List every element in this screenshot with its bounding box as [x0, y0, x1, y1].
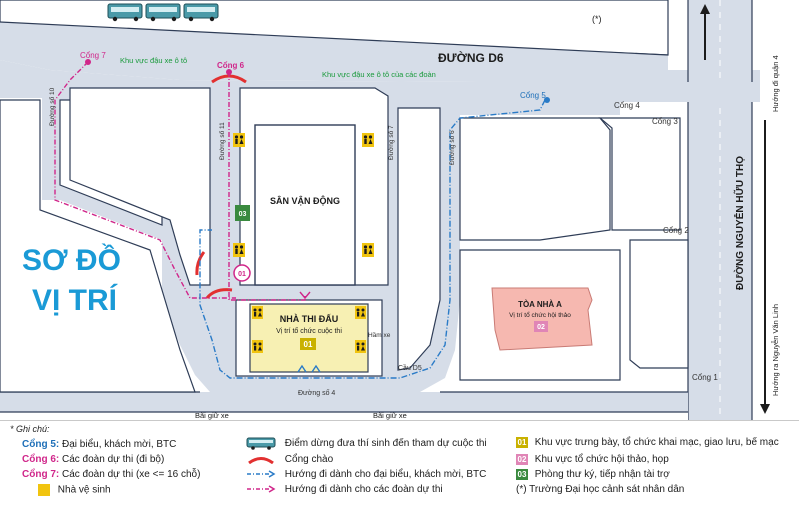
gate-1-label: Cổng 1 [692, 373, 718, 382]
legend-k02-badge: 02 [517, 455, 527, 464]
toilet-icon [362, 133, 374, 147]
bai-giu-xe-1-label: Bãi giữ xe [195, 411, 229, 420]
legend-police [516, 484, 684, 495]
huong-quan-4-label: Hướng đi quận 4 [771, 55, 780, 112]
legend-k01-text: Khu vực trưng bày, tổ chức khai mạc, giao lưu, bế mạc [534, 437, 779, 449]
legend-gate-5-key: Cổng 5: [22, 439, 60, 450]
bottom-strip [0, 412, 688, 420]
legend-blue-route-text: Hướng đi dành cho đại biểu, khách mời, BTC [284, 469, 487, 480]
legend-bus-text: Điểm dừng đưa thí sinh đến tham dự cuộc thi [284, 438, 487, 450]
block-east-strip [398, 108, 440, 370]
road-so-7-label: Đường số 7 [388, 125, 395, 160]
road-d6-label: ĐƯỜNG D6 [438, 51, 504, 65]
legend-arch-text: Cổng chào [284, 454, 334, 465]
toilet-icon [252, 340, 263, 353]
block-northeast-2 [600, 118, 680, 230]
ham-xe-label: Hầm xe [368, 332, 391, 339]
block-northeast [460, 118, 610, 240]
arch-icon [246, 454, 276, 464]
toilet-icon [355, 306, 366, 319]
legend-gate-6 [22, 454, 164, 465]
toilet-icon [362, 243, 374, 257]
gate-6-label: Cổng 6 [217, 61, 245, 70]
legend-toilet-text: Nhà vệ sinh [57, 484, 111, 496]
road-so-4-label: Đường số 4 [298, 390, 336, 397]
legend-bus [246, 437, 487, 450]
toa-nha-a-badge-num: 02 [537, 324, 545, 331]
legend-gate-5 [22, 439, 176, 450]
legend-k02 [516, 454, 669, 465]
legend-blue-route [246, 469, 486, 480]
road-so-10-label: Đường số 10 [49, 87, 56, 126]
map-title-line-1: SƠ ĐỒ [22, 244, 121, 277]
legend-toilet [38, 484, 111, 496]
toa-nha-a-subtitle: Vị trí tổ chức hội thảo [509, 312, 571, 319]
legend-gate-6-key: Cổng 6: [22, 454, 60, 465]
parking-oto-label: Khu vực đậu xe ô tô [120, 56, 188, 65]
stadium-label: SÂN VẬN ĐỘNG [269, 196, 341, 206]
legend-k03-text: Phòng thư ký, tiếp nhận tài trợ [534, 469, 670, 481]
legend-gate-7 [22, 469, 200, 480]
legend-gate-5-text: Đại biểu, khách mời, BTC [62, 439, 177, 450]
toilet-icon [38, 484, 50, 496]
blue-route-swatch [246, 470, 276, 478]
road-so-4 [0, 392, 688, 412]
pin-01-num: 01 [238, 271, 246, 278]
parking-oto-doan-label: Khu vực đậu xe ô tô của các đoàn [322, 70, 436, 79]
map-legend [0, 420, 799, 510]
cau-d5-label: Cầu D5 [398, 365, 422, 372]
legend-gate-7-key: Cổng 7: [22, 469, 60, 480]
gate-5-label: Cổng 5 [520, 91, 546, 100]
legend-gate-7-text: Các đoàn dự thi (xe <= 16 chỗ) [62, 469, 201, 480]
road-nht-label: ĐƯỜNG NGUYỄN HỮU THỌ [735, 155, 746, 290]
legend-k03-badge: 03 [517, 470, 527, 479]
road-so-6-label: Đường số 6 [449, 130, 456, 165]
legend-k01 [516, 437, 779, 448]
legend-k02-text: Khu vực tổ chức hội thảo, họp [534, 454, 669, 466]
arena-title: NHÀ THI ĐẤU [279, 314, 339, 324]
gate-2-label: Cổng 2 [663, 226, 689, 235]
toilet-icon [233, 133, 245, 147]
map-title-line-2: VỊ TRÍ [32, 284, 118, 317]
pink-route-swatch [246, 485, 276, 493]
road-so-11-label: Đường số 11 [219, 122, 226, 160]
police-asterisk: (*) [592, 14, 602, 24]
legend-title: * Ghi chú: [10, 424, 50, 434]
arena-subtitle: Vị trí tổ chức cuộc thi [276, 328, 342, 335]
huong-nvl-label: Hướng ra Nguyễn Văn Linh [771, 303, 780, 396]
legend-pink-route-text: Hướng đi dành cho các đoàn dự thi [284, 484, 443, 495]
toa-nha-a-title: TÒA NHÀ A [518, 300, 562, 309]
block-east [630, 240, 688, 368]
legend-k01-badge: 01 [517, 438, 527, 447]
bai-giu-xe-2-label: Bãi giữ xe [373, 411, 407, 420]
gate-7-label: Cổng 7 [80, 51, 106, 60]
legend-k03 [516, 469, 670, 480]
bus-icon [246, 437, 276, 450]
toa-nha-a-building [492, 288, 592, 350]
legend-gate-6-text: Các đoàn dự thi (đi bộ) [62, 454, 165, 465]
legend-arch [246, 454, 333, 465]
toilet-icon [233, 243, 245, 257]
legend-police-text: (*) Trường Đại học cảnh sát nhân dân [516, 484, 685, 495]
badge-03-num: 03 [238, 211, 247, 218]
legend-pink-route [246, 484, 443, 495]
gate-4-label: Cổng 4 [614, 101, 640, 110]
gate-3-label: Cổng 3 [652, 117, 678, 126]
toilet-icon [252, 306, 263, 319]
toilet-icon [355, 340, 366, 353]
arena-badge-num: 01 [303, 340, 313, 349]
